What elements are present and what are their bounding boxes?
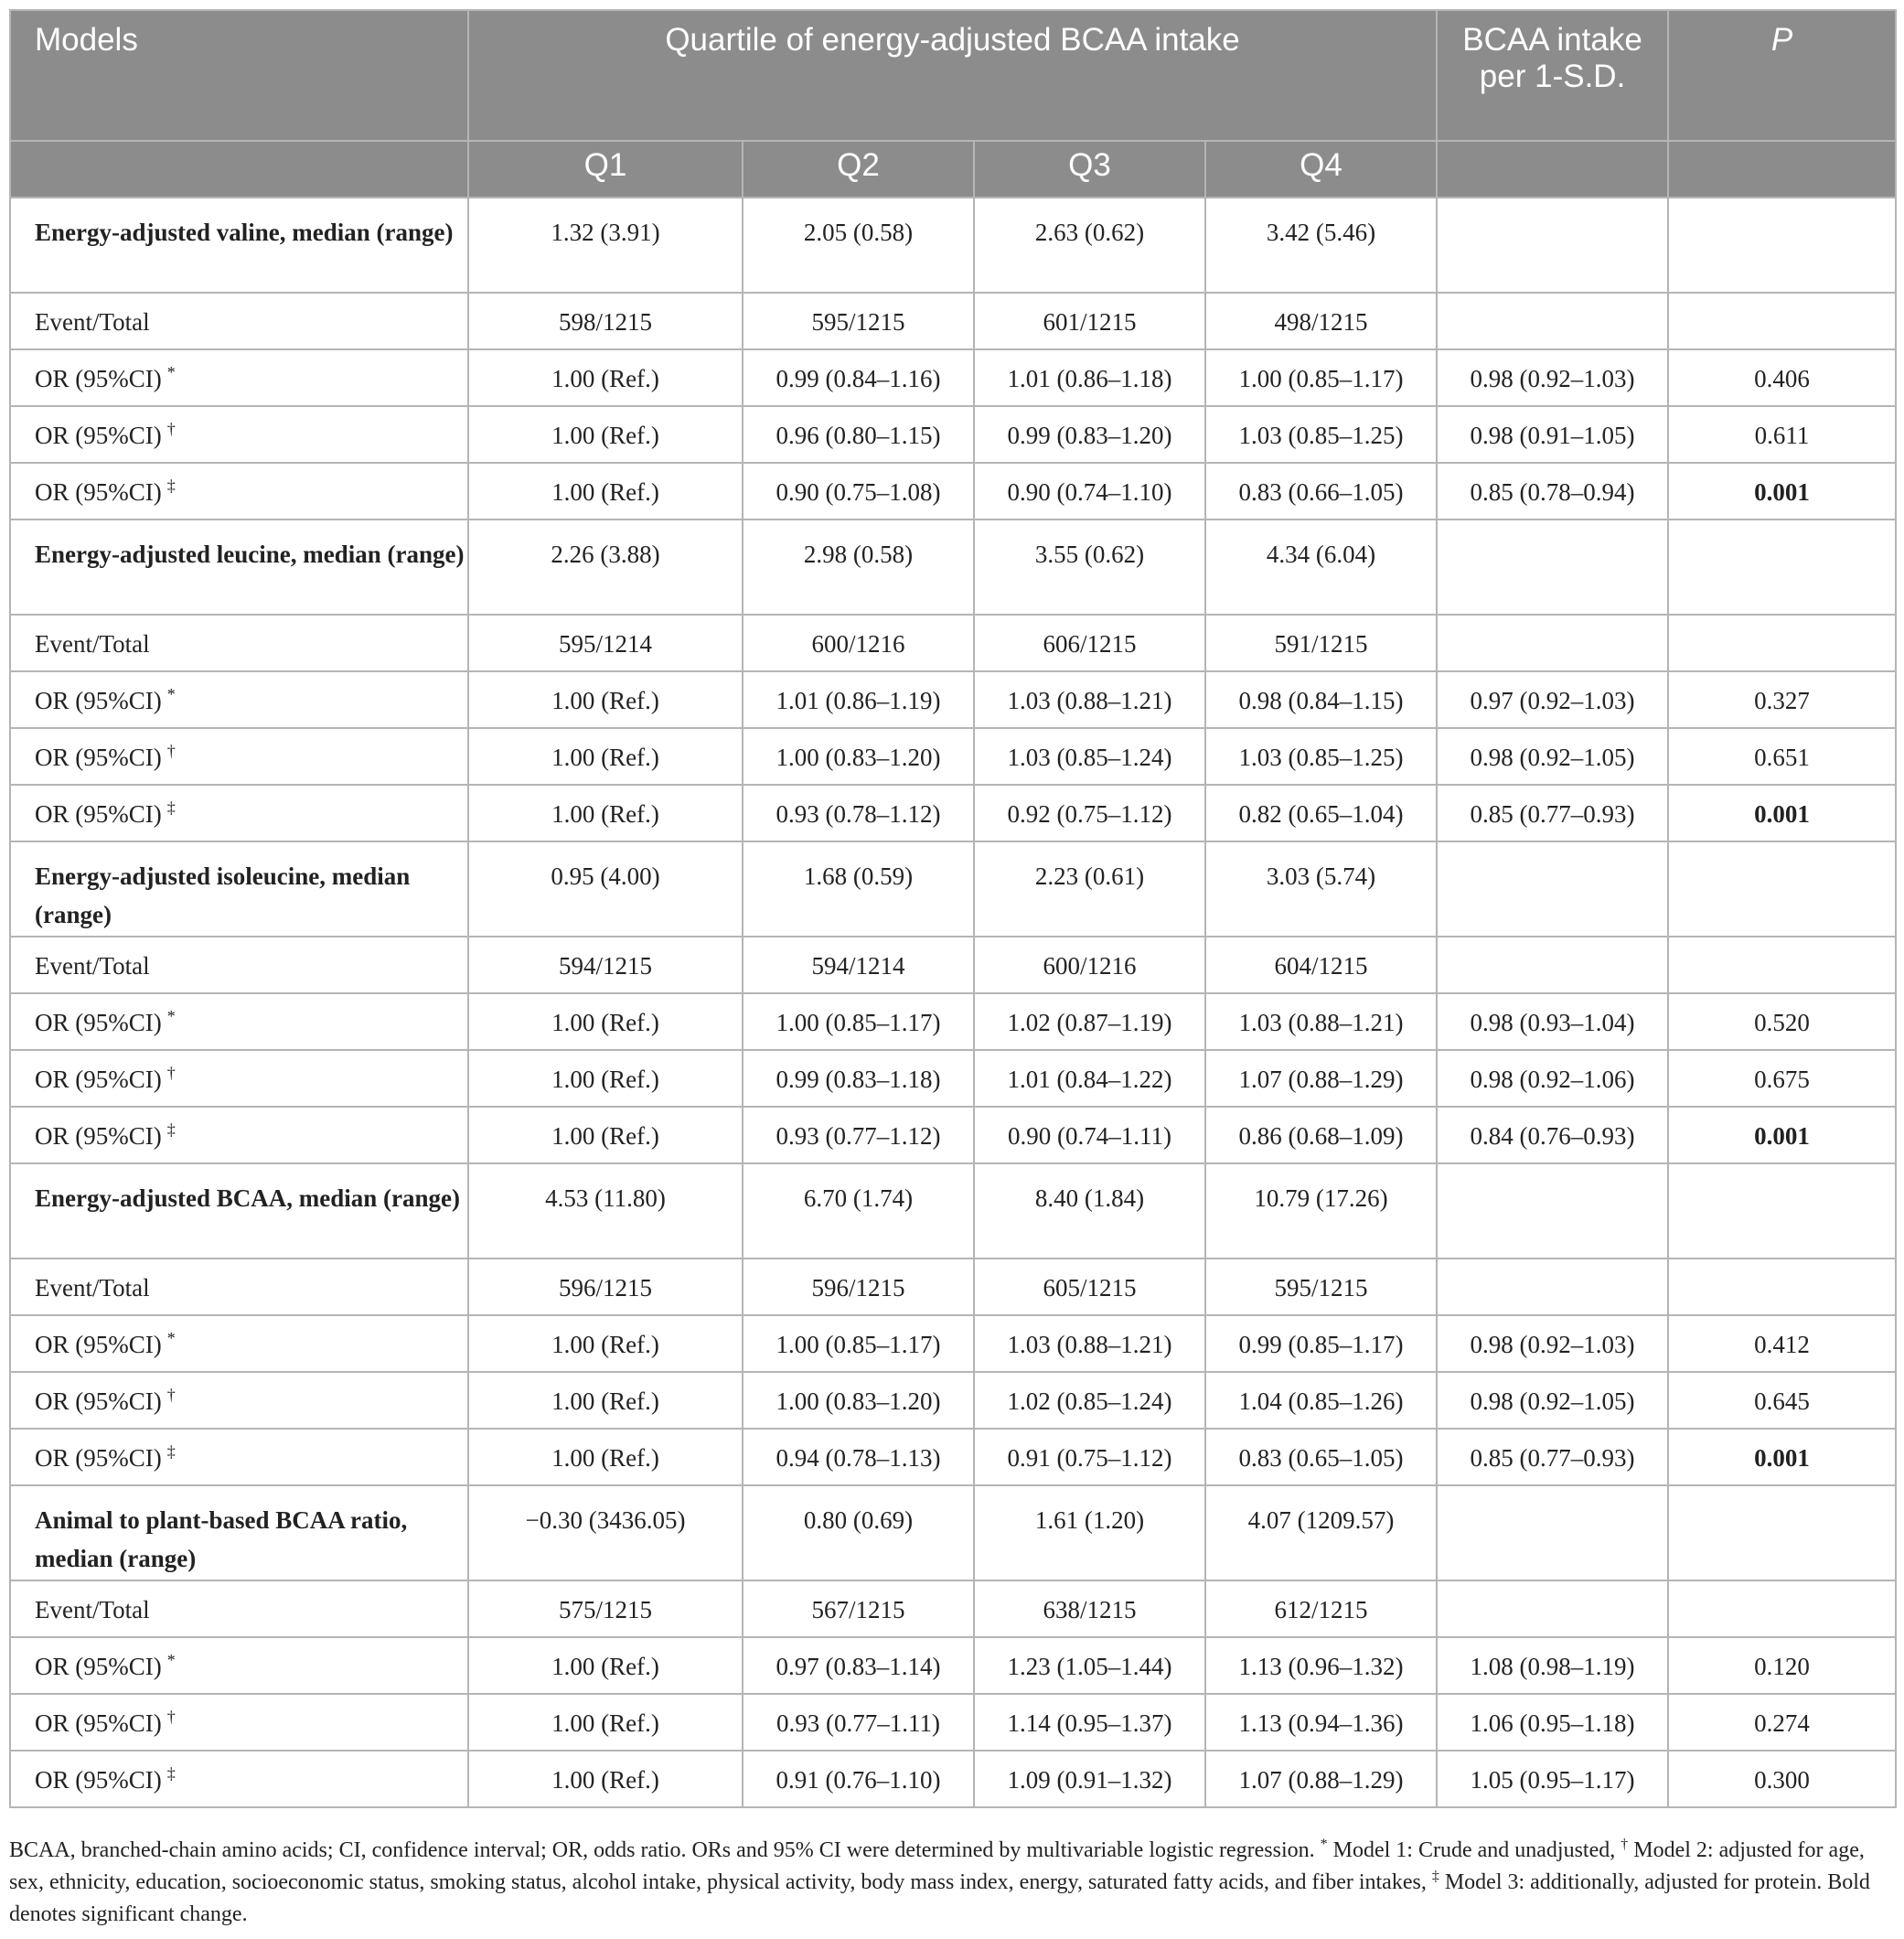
per-sd-value: 0.98 (0.92–1.06) bbox=[1437, 1050, 1668, 1107]
per-sd-value: 1.06 (0.95–1.18) bbox=[1437, 1694, 1668, 1751]
event-q1: 598/1215 bbox=[468, 293, 743, 349]
table-row bbox=[10, 1107, 1896, 1163]
header-q2: Q2 bbox=[743, 141, 974, 198]
per-sd-value: 0.98 (0.92–1.05) bbox=[1437, 728, 1668, 785]
event-q1: 575/1215 bbox=[468, 1580, 743, 1637]
or-q4: 1.03 (0.88–1.21) bbox=[1205, 993, 1437, 1050]
or-label-cell bbox=[10, 785, 468, 841]
median-q3: 2.63 (0.62) bbox=[974, 198, 1205, 293]
p-value: 0.300 bbox=[1668, 1751, 1896, 1807]
median-q4: 10.79 (17.26) bbox=[1205, 1163, 1437, 1259]
empty-cell bbox=[1668, 198, 1896, 293]
event-q4: 595/1215 bbox=[1205, 1259, 1437, 1315]
or-q3: 1.03 (0.85–1.24) bbox=[974, 728, 1205, 785]
event-q4: 498/1215 bbox=[1205, 293, 1437, 349]
or-q4: 1.03 (0.85–1.25) bbox=[1205, 728, 1437, 785]
median-q4: 4.34 (6.04) bbox=[1205, 520, 1437, 615]
or-q4: 0.83 (0.66–1.05) bbox=[1205, 463, 1437, 520]
table-row bbox=[10, 1429, 1896, 1485]
or-label: OR (95%CI) bbox=[35, 1766, 162, 1794]
event-total-label: Event/Total bbox=[10, 1259, 468, 1315]
results-table bbox=[9, 9, 1897, 1808]
table-row bbox=[10, 841, 1896, 937]
or-label-cell bbox=[10, 349, 468, 406]
row-label: Energy-adjusted isoleucine, median (range) bbox=[10, 841, 468, 937]
or-q2: 0.93 (0.77–1.11) bbox=[743, 1694, 974, 1751]
or-q4: 1.07 (0.88–1.29) bbox=[1205, 1050, 1437, 1107]
median-q1: 2.26 (3.88) bbox=[468, 520, 743, 615]
table-row bbox=[10, 1751, 1896, 1807]
or-q3: 1.09 (0.91–1.32) bbox=[974, 1751, 1205, 1807]
or-label: OR (95%CI) bbox=[35, 1653, 162, 1680]
or-q3: 1.02 (0.87–1.19) bbox=[974, 993, 1205, 1050]
empty-cell bbox=[1437, 198, 1668, 293]
model-mark: ‡ bbox=[166, 1764, 176, 1783]
or-label: OR (95%CI) bbox=[35, 1709, 162, 1737]
table-row bbox=[10, 198, 1896, 293]
event-total-label: Event/Total bbox=[10, 1580, 468, 1637]
footnote-model-2: Model 2: adjusted for age, sex, ethnicity, education, socioeconomic status, smoking status, alcohol intake, physical activity, body mass index, energy, saturated fatty acids, and fiber intakes, bbox=[9, 1838, 1865, 1894]
per-sd-value: 0.85 (0.77–0.93) bbox=[1437, 785, 1668, 841]
or-label-cell bbox=[10, 728, 468, 785]
per-sd-value: 0.98 (0.92–1.03) bbox=[1437, 1315, 1668, 1372]
or-label: OR (95%CI) bbox=[35, 1122, 162, 1150]
event-q3: 606/1215 bbox=[974, 615, 1205, 671]
or-q4: 0.83 (0.65–1.05) bbox=[1205, 1429, 1437, 1485]
event-q4: 612/1215 bbox=[1205, 1580, 1437, 1637]
table-row bbox=[10, 671, 1896, 728]
empty-cell bbox=[1437, 1163, 1668, 1259]
or-label-cell bbox=[10, 406, 468, 463]
table-row bbox=[10, 615, 1896, 671]
empty-cell bbox=[1437, 937, 1668, 993]
median-q3: 3.55 (0.62) bbox=[974, 520, 1205, 615]
median-q3: 1.61 (1.20) bbox=[974, 1485, 1205, 1580]
or-label: OR (95%CI) bbox=[35, 1066, 162, 1093]
or-q1: 1.00 (Ref.) bbox=[468, 1429, 743, 1485]
table-row bbox=[10, 1694, 1896, 1751]
model-mark: ‡ bbox=[166, 798, 176, 817]
footnote-mark-3: ‡ bbox=[1431, 1869, 1439, 1884]
event-q2: 596/1215 bbox=[743, 1259, 974, 1315]
or-q1: 1.00 (Ref.) bbox=[468, 1372, 743, 1429]
p-value: 0.001 bbox=[1668, 1107, 1896, 1163]
table-row bbox=[10, 1050, 1896, 1107]
or-label-cell bbox=[10, 671, 468, 728]
p-value: 0.406 bbox=[1668, 349, 1896, 406]
median-q4: 3.03 (5.74) bbox=[1205, 841, 1437, 937]
empty-cell bbox=[1668, 1485, 1896, 1580]
p-value: 0.675 bbox=[1668, 1050, 1896, 1107]
model-mark: † bbox=[166, 742, 176, 760]
table-row bbox=[10, 293, 1896, 349]
p-value: 0.611 bbox=[1668, 406, 1896, 463]
model-mark: * bbox=[166, 1651, 176, 1669]
median-q3: 2.23 (0.61) bbox=[974, 841, 1205, 937]
or-q2: 0.99 (0.83–1.18) bbox=[743, 1050, 974, 1107]
table-row bbox=[10, 1637, 1896, 1694]
per-sd-value: 0.98 (0.92–1.05) bbox=[1437, 1372, 1668, 1429]
or-q2: 1.00 (0.83–1.20) bbox=[743, 1372, 974, 1429]
per-sd-value: 0.98 (0.92–1.03) bbox=[1437, 349, 1668, 406]
or-q4: 0.86 (0.68–1.09) bbox=[1205, 1107, 1437, 1163]
or-q4: 1.13 (0.96–1.32) bbox=[1205, 1637, 1437, 1694]
model-mark: * bbox=[166, 363, 176, 381]
or-label: OR (95%CI) bbox=[35, 744, 162, 771]
table-row bbox=[10, 1315, 1896, 1372]
model-mark: * bbox=[166, 685, 176, 703]
empty-cell bbox=[1437, 615, 1668, 671]
per-sd-value: 0.98 (0.93–1.04) bbox=[1437, 993, 1668, 1050]
p-value: 0.120 bbox=[1668, 1637, 1896, 1694]
or-q3: 0.92 (0.75–1.12) bbox=[974, 785, 1205, 841]
or-q2: 0.93 (0.78–1.12) bbox=[743, 785, 974, 841]
or-q4: 0.98 (0.84–1.15) bbox=[1205, 671, 1437, 728]
or-q2: 0.96 (0.80–1.15) bbox=[743, 406, 974, 463]
header-row-2 bbox=[10, 141, 1896, 198]
median-q2: 0.80 (0.69) bbox=[743, 1485, 974, 1580]
table-footnote bbox=[9, 1835, 1904, 1931]
or-q2: 0.97 (0.83–1.14) bbox=[743, 1637, 974, 1694]
or-q2: 0.90 (0.75–1.08) bbox=[743, 463, 974, 520]
or-q3: 1.03 (0.88–1.21) bbox=[974, 1315, 1205, 1372]
model-mark: * bbox=[166, 1007, 176, 1025]
event-q2: 600/1216 bbox=[743, 615, 974, 671]
or-q3: 1.01 (0.86–1.18) bbox=[974, 349, 1205, 406]
or-label-cell bbox=[10, 1637, 468, 1694]
table-row bbox=[10, 1485, 1896, 1580]
or-label: OR (95%CI) bbox=[35, 1331, 162, 1358]
or-label: OR (95%CI) bbox=[35, 478, 162, 506]
empty-cell bbox=[1437, 1485, 1668, 1580]
table-body bbox=[10, 198, 1896, 1807]
p-value: 0.001 bbox=[1668, 785, 1896, 841]
or-label: OR (95%CI) bbox=[35, 1444, 162, 1472]
or-q1: 1.00 (Ref.) bbox=[468, 406, 743, 463]
empty-cell bbox=[1437, 520, 1668, 615]
empty-cell bbox=[1668, 1580, 1896, 1637]
header-models: Models bbox=[10, 10, 468, 141]
or-q1: 1.00 (Ref.) bbox=[468, 349, 743, 406]
event-q3: 600/1216 bbox=[974, 937, 1205, 993]
p-value: 0.412 bbox=[1668, 1315, 1896, 1372]
or-q3: 0.90 (0.74–1.10) bbox=[974, 463, 1205, 520]
median-q2: 2.05 (0.58) bbox=[743, 198, 974, 293]
or-q1: 1.00 (Ref.) bbox=[468, 1694, 743, 1751]
footnote-model-1: Model 1: Crude and unadjusted, bbox=[1332, 1838, 1616, 1862]
model-mark: ‡ bbox=[166, 1442, 176, 1461]
per-sd-value: 0.84 (0.76–0.93) bbox=[1437, 1107, 1668, 1163]
or-q4: 1.07 (0.88–1.29) bbox=[1205, 1751, 1437, 1807]
header-p: P bbox=[1668, 10, 1896, 141]
or-label-cell bbox=[10, 1694, 468, 1751]
header-empty-p bbox=[1668, 141, 1896, 198]
table-row bbox=[10, 406, 1896, 463]
or-label: OR (95%CI) bbox=[35, 687, 162, 714]
or-label: OR (95%CI) bbox=[35, 1009, 162, 1036]
or-q4: 1.03 (0.85–1.25) bbox=[1205, 406, 1437, 463]
row-label: Animal to plant-based BCAA ratio, median (range) bbox=[10, 1485, 468, 1580]
or-label: OR (95%CI) bbox=[35, 422, 162, 449]
or-q1: 1.00 (Ref.) bbox=[468, 785, 743, 841]
row-label: Energy-adjusted valine, median (range) bbox=[10, 198, 468, 293]
or-q3: 1.01 (0.84–1.22) bbox=[974, 1050, 1205, 1107]
median-q3: 8.40 (1.84) bbox=[974, 1163, 1205, 1259]
p-value: 0.645 bbox=[1668, 1372, 1896, 1429]
empty-cell bbox=[1668, 1259, 1896, 1315]
event-q3: 638/1215 bbox=[974, 1580, 1205, 1637]
or-q1: 1.00 (Ref.) bbox=[468, 1637, 743, 1694]
per-sd-value: 0.85 (0.77–0.93) bbox=[1437, 1429, 1668, 1485]
or-label-cell bbox=[10, 1751, 468, 1807]
event-total-label: Event/Total bbox=[10, 293, 468, 349]
or-q2: 1.00 (0.83–1.20) bbox=[743, 728, 974, 785]
header-q4: Q4 bbox=[1205, 141, 1437, 198]
model-mark: ‡ bbox=[166, 1120, 176, 1139]
or-q3: 1.02 (0.85–1.24) bbox=[974, 1372, 1205, 1429]
or-label-cell bbox=[10, 993, 468, 1050]
or-q1: 1.00 (Ref.) bbox=[468, 993, 743, 1050]
median-q1: −0.30 (3436.05) bbox=[468, 1485, 743, 1580]
or-q4: 0.99 (0.85–1.17) bbox=[1205, 1315, 1437, 1372]
or-q3: 1.14 (0.95–1.37) bbox=[974, 1694, 1205, 1751]
row-label: Energy-adjusted leucine, median (range) bbox=[10, 520, 468, 615]
median-q2: 2.98 (0.58) bbox=[743, 520, 974, 615]
or-q2: 0.94 (0.78–1.13) bbox=[743, 1429, 974, 1485]
or-q2: 0.91 (0.76–1.10) bbox=[743, 1751, 974, 1807]
or-label: OR (95%CI) bbox=[35, 800, 162, 828]
model-mark: † bbox=[166, 1064, 176, 1082]
or-q1: 1.00 (Ref.) bbox=[468, 1107, 743, 1163]
or-q1: 1.00 (Ref.) bbox=[468, 728, 743, 785]
p-value: 0.001 bbox=[1668, 463, 1896, 520]
table-row bbox=[10, 1163, 1896, 1259]
event-q1: 595/1214 bbox=[468, 615, 743, 671]
median-q2: 1.68 (0.59) bbox=[743, 841, 974, 937]
per-sd-value: 0.97 (0.92–1.03) bbox=[1437, 671, 1668, 728]
median-q2: 6.70 (1.74) bbox=[743, 1163, 974, 1259]
table-row bbox=[10, 520, 1896, 615]
empty-cell bbox=[1437, 293, 1668, 349]
or-label-cell bbox=[10, 1372, 468, 1429]
event-total-label: Event/Total bbox=[10, 615, 468, 671]
or-q2: 1.00 (0.85–1.17) bbox=[743, 993, 974, 1050]
or-label-cell bbox=[10, 1050, 468, 1107]
header-per-sd: BCAA intake per 1-S.D. bbox=[1437, 10, 1668, 141]
p-value: 0.001 bbox=[1668, 1429, 1896, 1485]
empty-cell bbox=[1668, 1163, 1896, 1259]
model-mark: * bbox=[166, 1329, 176, 1347]
or-q1: 1.00 (Ref.) bbox=[468, 1050, 743, 1107]
header-empty-models bbox=[10, 141, 468, 198]
table-row bbox=[10, 349, 1896, 406]
event-q1: 596/1215 bbox=[468, 1259, 743, 1315]
or-label-cell bbox=[10, 1315, 468, 1372]
p-value: 0.327 bbox=[1668, 671, 1896, 728]
empty-cell bbox=[1437, 1259, 1668, 1315]
table-row bbox=[10, 785, 1896, 841]
table-row bbox=[10, 1372, 1896, 1429]
event-q4: 591/1215 bbox=[1205, 615, 1437, 671]
model-mark: † bbox=[166, 420, 176, 438]
empty-cell bbox=[1668, 937, 1896, 993]
median-q1: 0.95 (4.00) bbox=[468, 841, 743, 937]
median-q4: 4.07 (1209.57) bbox=[1205, 1485, 1437, 1580]
empty-cell bbox=[1437, 841, 1668, 937]
or-q3: 1.03 (0.88–1.21) bbox=[974, 671, 1205, 728]
p-value: 0.520 bbox=[1668, 993, 1896, 1050]
or-q1: 1.00 (Ref.) bbox=[468, 671, 743, 728]
or-q3: 0.99 (0.83–1.20) bbox=[974, 406, 1205, 463]
footnote-model-3: Model 3: additionally, adjusted for protein. bbox=[1444, 1870, 1823, 1894]
or-label-cell bbox=[10, 1429, 468, 1485]
table-row bbox=[10, 728, 1896, 785]
model-mark: † bbox=[166, 1386, 176, 1404]
or-label-cell bbox=[10, 463, 468, 520]
header-q1: Q1 bbox=[468, 141, 743, 198]
empty-cell bbox=[1668, 841, 1896, 937]
empty-cell bbox=[1437, 1580, 1668, 1637]
or-q4: 0.82 (0.65–1.04) bbox=[1205, 785, 1437, 841]
median-q1: 1.32 (3.91) bbox=[468, 198, 743, 293]
or-q1: 1.00 (Ref.) bbox=[468, 1751, 743, 1807]
empty-cell bbox=[1668, 520, 1896, 615]
or-q2: 1.01 (0.86–1.19) bbox=[743, 671, 974, 728]
row-label: Energy-adjusted BCAA, median (range) bbox=[10, 1163, 468, 1259]
empty-cell bbox=[1668, 615, 1896, 671]
event-q2: 595/1215 bbox=[743, 293, 974, 349]
event-total-label: Event/Total bbox=[10, 937, 468, 993]
or-q4: 1.13 (0.94–1.36) bbox=[1205, 1694, 1437, 1751]
table-row bbox=[10, 1580, 1896, 1637]
empty-cell bbox=[1668, 293, 1896, 349]
p-value: 0.274 bbox=[1668, 1694, 1896, 1751]
or-q3: 0.90 (0.74–1.11) bbox=[974, 1107, 1205, 1163]
table-row bbox=[10, 937, 1896, 993]
header-q3: Q3 bbox=[974, 141, 1205, 198]
event-q2: 594/1214 bbox=[743, 937, 974, 993]
or-q1: 1.00 (Ref.) bbox=[468, 463, 743, 520]
header-empty-per-sd bbox=[1437, 141, 1668, 198]
per-sd-value: 1.05 (0.95–1.17) bbox=[1437, 1751, 1668, 1807]
model-mark: † bbox=[166, 1708, 176, 1726]
event-q2: 567/1215 bbox=[743, 1580, 974, 1637]
per-sd-value: 0.85 (0.78–0.94) bbox=[1437, 463, 1668, 520]
event-q4: 604/1215 bbox=[1205, 937, 1437, 993]
or-q1: 1.00 (Ref.) bbox=[468, 1315, 743, 1372]
or-q2: 1.00 (0.85–1.17) bbox=[743, 1315, 974, 1372]
or-q3: 0.91 (0.75–1.12) bbox=[974, 1429, 1205, 1485]
or-q3: 1.23 (1.05–1.44) bbox=[974, 1637, 1205, 1694]
or-q4: 1.04 (0.85–1.26) bbox=[1205, 1372, 1437, 1429]
header-row-1 bbox=[10, 10, 1896, 141]
footnote-abbreviations: BCAA, branched-chain amino acids; CI, confidence interval; OR, odds ratio. ORs and 95% CI were determined by multivariable logistic regression. bbox=[9, 1838, 1315, 1862]
footnote-bold-note: Bold denotes significant change. bbox=[9, 1870, 1870, 1926]
per-sd-value: 1.08 (0.98–1.19) bbox=[1437, 1637, 1668, 1694]
model-mark: ‡ bbox=[166, 477, 176, 495]
footnote-mark-1: * bbox=[1320, 1837, 1328, 1852]
table-row bbox=[10, 463, 1896, 520]
or-label: OR (95%CI) bbox=[35, 365, 162, 392]
table-row bbox=[10, 1259, 1896, 1315]
or-q4: 1.00 (0.85–1.17) bbox=[1205, 349, 1437, 406]
or-label-cell bbox=[10, 1107, 468, 1163]
footnote-mark-2: † bbox=[1621, 1837, 1629, 1852]
event-q1: 594/1215 bbox=[468, 937, 743, 993]
p-value: 0.651 bbox=[1668, 728, 1896, 785]
or-q2: 0.99 (0.84–1.16) bbox=[743, 349, 974, 406]
event-q3: 605/1215 bbox=[974, 1259, 1205, 1315]
or-q2: 0.93 (0.77–1.12) bbox=[743, 1107, 974, 1163]
table-row bbox=[10, 993, 1896, 1050]
or-label: OR (95%CI) bbox=[35, 1387, 162, 1415]
event-q3: 601/1215 bbox=[974, 293, 1205, 349]
per-sd-value: 0.98 (0.91–1.05) bbox=[1437, 406, 1668, 463]
median-q1: 4.53 (11.80) bbox=[468, 1163, 743, 1259]
header-quartile: Quartile of energy-adjusted BCAA intake bbox=[468, 10, 1437, 141]
median-q4: 3.42 (5.46) bbox=[1205, 198, 1437, 293]
